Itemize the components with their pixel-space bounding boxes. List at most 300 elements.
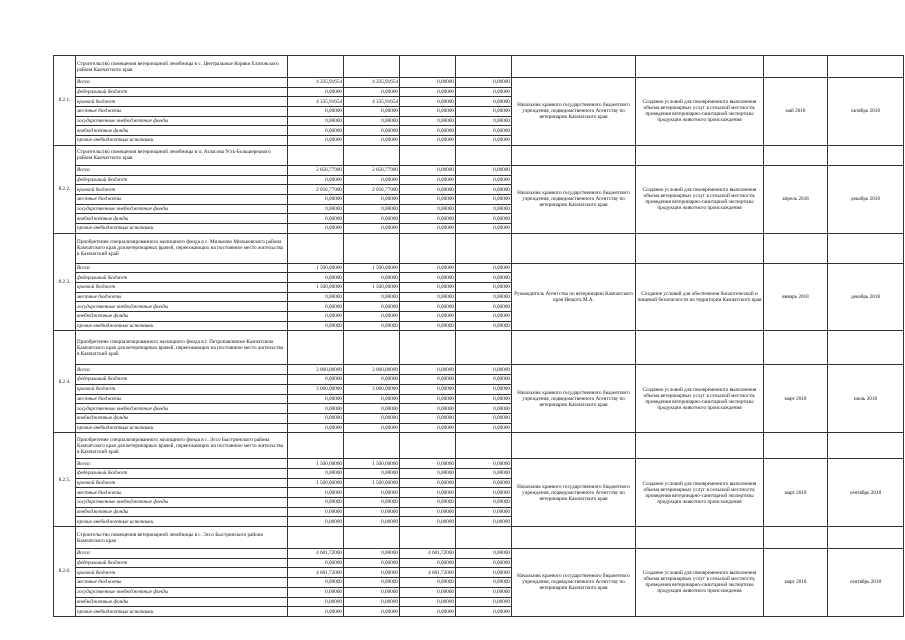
amount-cell: 0,00000	[456, 194, 512, 204]
empty-cell	[344, 331, 400, 365]
amount-cell: 0,00000	[456, 283, 512, 293]
funding-source-label: государственные внебюджетные фонды	[76, 204, 288, 214]
funding-source-label: Всего:	[76, 263, 288, 273]
amount-cell: 0,00000	[456, 116, 512, 126]
empty-cell	[764, 56, 828, 78]
amount-cell: 0,00000	[456, 273, 512, 283]
amount-cell: 0,00000	[344, 568, 400, 578]
empty-cell	[288, 145, 344, 165]
empty-cell	[288, 56, 344, 78]
amount-cell: 0,00000	[288, 126, 344, 136]
funding-source-label: государственные внебюджетные фонды	[76, 404, 288, 414]
activity-header-row	[54, 56, 904, 78]
amount-cell: 0,00000	[456, 394, 512, 404]
amount-cell: 0,00000	[456, 223, 512, 233]
amount-cell: 0,00000	[288, 87, 344, 97]
empty-cell	[828, 527, 904, 549]
amount-cell: 0,00000	[400, 478, 456, 488]
amount-cell: 0,00000	[400, 394, 456, 404]
funding-source-label: внебюджетные фонды	[76, 597, 288, 607]
start-date: март 2018	[764, 459, 828, 527]
amount-cell: 2 056,77900	[344, 185, 400, 195]
amount-cell: 0,00000	[344, 468, 400, 478]
amount-cell: 0,00000	[344, 578, 400, 588]
empty-cell	[288, 433, 344, 459]
amount-cell: 0,00000	[344, 302, 400, 312]
funding-source-label: местные бюджеты	[76, 292, 288, 302]
amount-cell: 4 681,72000	[288, 568, 344, 578]
amount-cell: 0,00000	[456, 587, 512, 597]
empty-cell	[288, 331, 344, 365]
amount-cell: 0,00000	[456, 263, 512, 273]
amount-cell: 4 335,91654	[288, 97, 344, 107]
amount-cell: 0,00000	[456, 204, 512, 214]
start-date: май 2018	[764, 78, 828, 146]
amount-cell: 0,00000	[288, 607, 344, 617]
amount-cell: 0,00000	[400, 517, 456, 527]
amount-cell: 0,00000	[456, 459, 512, 469]
empty-cell	[456, 145, 512, 165]
activity-header-row	[54, 331, 904, 365]
empty-cell	[456, 56, 512, 78]
start-date: март 2018	[764, 365, 828, 433]
empty-cell	[512, 433, 636, 459]
amount-cell: 0,00000	[456, 478, 512, 488]
activity-title: Приобретение специализированного жилищного фонда в с. Эссо Быстринского района Камчатского края для ветеринарных врачей, переезжающих на постоянное место жительства в Камчатский край	[76, 433, 288, 459]
amount-cell: 0,00000	[288, 136, 344, 146]
funding-source-label: федеральный бюджет	[76, 468, 288, 478]
amount-cell: 1 500,00000	[288, 459, 344, 469]
amount-cell: 0,00000	[400, 365, 456, 375]
amount-cell: 0,00000	[344, 375, 400, 385]
funding-source-label: Всего:	[76, 459, 288, 469]
amount-cell: 2 056,77900	[288, 185, 344, 195]
empty-cell	[512, 233, 636, 263]
amount-cell: 0,00000	[456, 107, 512, 117]
amount-cell: 0,00000	[344, 136, 400, 146]
amount-cell: 4 335,91654	[344, 78, 400, 88]
amount-cell: 0,00000	[400, 587, 456, 597]
amount-cell: 0,00000	[400, 498, 456, 508]
amount-cell: 0,00000	[456, 607, 512, 617]
amount-cell: 0,00000	[400, 223, 456, 233]
funding-source-label: Всего:	[76, 549, 288, 559]
funding-source-label: краевой бюджет	[76, 283, 288, 293]
funding-source-label: федеральный бюджет	[76, 558, 288, 568]
funding-source-label: Всего:	[76, 365, 288, 375]
amount-cell: 1 500,00000	[288, 478, 344, 488]
funding-source-label: местные бюджеты	[76, 107, 288, 117]
empty-cell	[400, 56, 456, 78]
amount-cell: 0,00000	[400, 597, 456, 607]
funding-source-label: государственные внебюджетные фонды	[76, 302, 288, 312]
end-date: июль 2018	[828, 365, 904, 433]
amount-cell: 0,00000	[400, 136, 456, 146]
amount-cell: 1 500,00000	[344, 263, 400, 273]
funding-source-label: федеральный бюджет	[76, 375, 288, 385]
amount-cell: 0,00000	[456, 597, 512, 607]
amount-cell: 0,00000	[344, 87, 400, 97]
amount-cell: 4 335,91654	[344, 97, 400, 107]
amount-cell: 0,00000	[344, 507, 400, 517]
amount-cell: 4 681,72000	[400, 568, 456, 578]
amount-cell: 0,00000	[288, 597, 344, 607]
empty-cell	[456, 433, 512, 459]
amount-cell: 0,00000	[400, 126, 456, 136]
amount-cell: 0,00000	[400, 468, 456, 478]
amount-cell: 0,00000	[288, 194, 344, 204]
empty-cell	[636, 145, 764, 165]
funding-row	[54, 365, 904, 375]
activity-title: Строительство помещения ветеринарной лечебницы в с. Центральные Коряки Елизовского района Камчатского края	[76, 56, 288, 78]
amount-cell: 0,00000	[288, 302, 344, 312]
funding-source-label: местные бюджеты	[76, 394, 288, 404]
amount-cell: 0,00000	[344, 116, 400, 126]
responsible-executor: Начальник краевого государственного бюджетного учреждения, подведомственного Агентству по ветеринарии Камчатского края	[512, 549, 636, 617]
amount-cell: 0,00000	[288, 107, 344, 117]
amount-cell: 0,00000	[456, 165, 512, 175]
amount-cell: 0,00000	[456, 558, 512, 568]
amount-cell: 0,00000	[456, 136, 512, 146]
empty-cell	[636, 433, 764, 459]
expected-result: Создание условий для обеспечения биологической и пищевой безопасности на территории Камчатского края	[636, 263, 764, 331]
amount-cell: 0,00000	[344, 321, 400, 331]
amount-cell: 0,00000	[344, 223, 400, 233]
amount-cell: 0,00000	[288, 375, 344, 385]
amount-cell: 0,00000	[400, 185, 456, 195]
amount-cell: 0,00000	[344, 597, 400, 607]
amount-cell: 0,00000	[456, 87, 512, 97]
amount-cell: 0,00000	[456, 507, 512, 517]
amount-cell: 0,00000	[288, 394, 344, 404]
amount-cell: 0,00000	[400, 423, 456, 433]
empty-cell	[764, 527, 828, 549]
amount-cell: 0,00000	[344, 175, 400, 185]
amount-cell: 0,00000	[288, 204, 344, 214]
funding-source-label: внебюджетные фонды	[76, 126, 288, 136]
amount-cell: 2 056,77900	[288, 165, 344, 175]
amount-cell: 0,00000	[400, 507, 456, 517]
amount-cell: 0,00000	[400, 292, 456, 302]
funding-source-label: федеральный бюджет	[76, 175, 288, 185]
amount-cell: 0,00000	[400, 87, 456, 97]
funding-source-label: государственные внебюджетные фонды	[76, 587, 288, 597]
amount-cell: 0,00000	[400, 214, 456, 224]
amount-cell: 0,00000	[288, 498, 344, 508]
amount-cell: 3 000,00000	[288, 384, 344, 394]
funding-source-label: внебюджетные фонды	[76, 214, 288, 224]
amount-cell: 0,00000	[288, 413, 344, 423]
amount-cell: 0,00000	[400, 116, 456, 126]
amount-cell: 0,00000	[456, 384, 512, 394]
funding-row	[54, 165, 904, 175]
responsible-executor: Начальник краевого государственного бюджетного учреждения, подведомственного Агентству по ветеринарии Камчатского края	[512, 365, 636, 433]
empty-cell	[828, 233, 904, 263]
empty-cell	[512, 145, 636, 165]
amount-cell: 0,00000	[400, 263, 456, 273]
amount-cell: 0,00000	[400, 384, 456, 394]
activity-code: 8.2.2.	[54, 145, 76, 233]
empty-cell	[764, 145, 828, 165]
empty-cell	[288, 527, 344, 549]
amount-cell: 0,00000	[344, 292, 400, 302]
empty-cell	[636, 233, 764, 263]
amount-cell: 0,00000	[344, 549, 400, 559]
empty-cell	[636, 527, 764, 549]
amount-cell: 0,00000	[456, 375, 512, 385]
amount-cell: 0,00000	[344, 517, 400, 527]
amount-cell: 0,00000	[400, 107, 456, 117]
empty-cell	[764, 433, 828, 459]
amount-cell: 0,00000	[400, 273, 456, 283]
amount-cell: 0,00000	[400, 175, 456, 185]
amount-cell: 0,00000	[456, 365, 512, 375]
empty-cell	[764, 331, 828, 365]
funding-source-label: Всего:	[76, 78, 288, 88]
empty-cell	[400, 145, 456, 165]
amount-cell: 1 500,00000	[344, 478, 400, 488]
amount-cell: 0,00000	[456, 292, 512, 302]
amount-cell: 0,00000	[456, 549, 512, 559]
empty-cell	[764, 233, 828, 263]
amount-cell: 0,00000	[344, 558, 400, 568]
activity-header-row	[54, 433, 904, 459]
empty-cell	[400, 433, 456, 459]
end-date: декабрь 2018	[828, 165, 904, 233]
empty-cell	[288, 233, 344, 263]
amount-cell: 0,00000	[400, 375, 456, 385]
funding-source-label: местные бюджеты	[76, 194, 288, 204]
amount-cell: 0,00000	[344, 587, 400, 597]
amount-cell: 0,00000	[456, 568, 512, 578]
amount-cell: 0,00000	[344, 273, 400, 283]
amount-cell: 0,00000	[344, 312, 400, 322]
amount-cell: 1 500,00000	[288, 263, 344, 273]
amount-cell: 0,00000	[288, 423, 344, 433]
activity-code: 8.2.5.	[54, 433, 76, 527]
empty-cell	[400, 331, 456, 365]
funding-source-label: внебюджетные фонды	[76, 312, 288, 322]
amount-cell: 0,00000	[456, 214, 512, 224]
program-activities-table	[53, 55, 904, 617]
amount-cell: 0,00000	[344, 607, 400, 617]
activity-title: Приобретение специализированного жилищного фонда в с. Мильково Мильковского района Камчатского края для ветеринарных врачей, переезжающих на постоянное место жительства в Камчатский край	[76, 233, 288, 263]
activity-code: 8.2.3.	[54, 233, 76, 331]
expected-result: Создание условий для своевременного выполнения объема ветеринарных услуг в сельской местности, проведения ветеринарно-санитарной экспертизы продукции животного происхождения	[636, 165, 764, 233]
amount-cell: 0,00000	[344, 107, 400, 117]
empty-cell	[344, 233, 400, 263]
funding-source-label: федеральный бюджет	[76, 87, 288, 97]
empty-cell	[828, 331, 904, 365]
amount-cell: 4 681,72000	[400, 549, 456, 559]
expected-result: Создание условий для своевременного выполнения объема ветеринарных услуг в сельской местности, проведения ветеринарно-санитарной экспертизы продукции животного происхождения	[636, 549, 764, 617]
amount-cell: 0,00000	[344, 413, 400, 423]
amount-cell: 0,00000	[344, 126, 400, 136]
amount-cell: 0,00000	[344, 404, 400, 414]
empty-cell	[636, 331, 764, 365]
amount-cell: 0,00000	[288, 587, 344, 597]
amount-cell: 0,00000	[288, 116, 344, 126]
amount-cell: 0,00000	[344, 394, 400, 404]
amount-cell: 1 500,00000	[344, 459, 400, 469]
funding-source-label: Всего:	[76, 165, 288, 175]
empty-cell	[512, 527, 636, 549]
amount-cell: 0,00000	[456, 413, 512, 423]
funding-source-label: внебюджетные фонды	[76, 413, 288, 423]
activity-title: Строительство помещения ветеринарной лечебницы в п. Атласова Усть-Большерецкого района Камчатского края	[76, 145, 288, 165]
start-date: март 2018	[764, 549, 828, 617]
amount-cell: 0,00000	[456, 312, 512, 322]
amount-cell: 0,00000	[456, 302, 512, 312]
amount-cell: 0,00000	[400, 312, 456, 322]
amount-cell: 0,00000	[288, 468, 344, 478]
amount-cell: 0,00000	[288, 273, 344, 283]
responsible-executor: Руководитель Агентства по ветеринарии Камчатского края Нещота М.А.	[512, 263, 636, 331]
funding-source-label: государственные внебюджетные фонды	[76, 498, 288, 508]
funding-source-label: краевой бюджет	[76, 478, 288, 488]
amount-cell: 0,00000	[288, 517, 344, 527]
funding-row	[54, 263, 904, 273]
funding-source-label: внебюджетные фонды	[76, 507, 288, 517]
funding-row	[54, 459, 904, 469]
amount-cell: 0,00000	[400, 283, 456, 293]
empty-cell	[456, 331, 512, 365]
start-date: апрель 2018	[764, 165, 828, 233]
funding-source-label: прочие внебюджетные источники	[76, 517, 288, 527]
amount-cell: 0,00000	[288, 488, 344, 498]
amount-cell: 0,00000	[400, 607, 456, 617]
amount-cell: 0,00000	[456, 498, 512, 508]
activity-code: 8.2.1.	[54, 56, 76, 146]
empty-cell	[344, 56, 400, 78]
funding-source-label: краевой бюджет	[76, 97, 288, 107]
amount-cell: 0,00000	[456, 126, 512, 136]
funding-source-label: краевой бюджет	[76, 384, 288, 394]
empty-cell	[456, 233, 512, 263]
empty-cell	[512, 56, 636, 78]
amount-cell: 1 500,00000	[344, 283, 400, 293]
end-date: декабрь 2018	[828, 263, 904, 331]
amount-cell: 4 681,72000	[288, 549, 344, 559]
expected-result: Создание условий для своевременного выполнения объема ветеринарных услуг в сельской местности, проведения ветеринарно-санитарной экспертизы продукции животного происхождения	[636, 365, 764, 433]
amount-cell: 0,00000	[344, 498, 400, 508]
amount-cell: 0,00000	[288, 404, 344, 414]
amount-cell: 0,00000	[456, 175, 512, 185]
empty-cell	[344, 433, 400, 459]
amount-cell: 0,00000	[288, 214, 344, 224]
amount-cell: 3 000,00000	[344, 365, 400, 375]
amount-cell: 0,00000	[400, 459, 456, 469]
end-date: сентябрь 2018	[828, 459, 904, 527]
funding-source-label: федеральный бюджет	[76, 273, 288, 283]
empty-cell	[636, 56, 764, 78]
responsible-executor: Начальник краевого государственного бюджетного учреждения, подведомственного Агентству по ветеринарии Камчатского края	[512, 78, 636, 146]
activity-header-row	[54, 527, 904, 549]
empty-cell	[400, 527, 456, 549]
amount-cell: 0,00000	[400, 578, 456, 588]
amount-cell: 0,00000	[400, 413, 456, 423]
amount-cell: 0,00000	[344, 204, 400, 214]
empty-cell	[828, 145, 904, 165]
funding-row	[54, 78, 904, 88]
empty-cell	[828, 433, 904, 459]
amount-cell: 0,00000	[456, 404, 512, 414]
funding-source-label: прочие внебюджетные источники	[76, 321, 288, 331]
amount-cell: 0,00000	[288, 321, 344, 331]
funding-source-label: прочие внебюджетные источники	[76, 136, 288, 146]
amount-cell: 0,00000	[288, 175, 344, 185]
responsible-executor: Начальник краевого государственного бюджетного учреждения, подведомственного Агентству по ветеринарии Камчатского края	[512, 459, 636, 527]
amount-cell: 0,00000	[288, 312, 344, 322]
funding-source-label: прочие внебюджетные источники	[76, 423, 288, 433]
funding-row	[54, 549, 904, 559]
amount-cell: 3 000,00000	[288, 365, 344, 375]
amount-cell: 0,00000	[344, 423, 400, 433]
amount-cell: 0,00000	[456, 578, 512, 588]
funding-source-label: прочие внебюджетные источники	[76, 607, 288, 617]
expected-result: Создание условий для своевременного выполнения объема ветеринарных услуг в сельской местности, проведения ветеринарно-санитарной экспертизы продукции животного происхождения	[636, 459, 764, 527]
empty-cell	[828, 56, 904, 78]
activity-title: Строительство помещения ветеринарной лечебницы в с. Эссо Быстринского района Камчатского края	[76, 527, 288, 549]
amount-cell: 0,00000	[456, 321, 512, 331]
empty-cell	[344, 145, 400, 165]
end-date: октябрь 2018	[828, 78, 904, 146]
amount-cell: 3 000,00000	[344, 384, 400, 394]
funding-source-label: местные бюджеты	[76, 578, 288, 588]
amount-cell: 0,00000	[456, 488, 512, 498]
funding-source-label: местные бюджеты	[76, 488, 288, 498]
funding-source-label: краевой бюджет	[76, 185, 288, 195]
amount-cell: 0,00000	[400, 194, 456, 204]
amount-cell: 0,00000	[400, 78, 456, 88]
amount-cell: 0,00000	[400, 165, 456, 175]
amount-cell: 0,00000	[288, 578, 344, 588]
amount-cell: 0,00000	[400, 558, 456, 568]
amount-cell: 0,00000	[344, 488, 400, 498]
amount-cell: 0,00000	[400, 97, 456, 107]
amount-cell: 0,00000	[288, 558, 344, 568]
activity-code: 8.2.6.	[54, 527, 76, 617]
amount-cell: 0,00000	[456, 468, 512, 478]
empty-cell	[456, 527, 512, 549]
start-date: январь 2018	[764, 263, 828, 331]
amount-cell: 0,00000	[456, 185, 512, 195]
empty-cell	[344, 527, 400, 549]
amount-cell: 0,00000	[288, 507, 344, 517]
activity-header-row	[54, 145, 904, 165]
amount-cell: 0,00000	[288, 292, 344, 302]
amount-cell: 0,00000	[288, 223, 344, 233]
amount-cell: 0,00000	[400, 302, 456, 312]
amount-cell: 0,00000	[456, 517, 512, 527]
amount-cell: 0,00000	[344, 214, 400, 224]
activity-code: 8.2.4.	[54, 331, 76, 433]
amount-cell: 0,00000	[456, 97, 512, 107]
activity-header-row	[54, 233, 904, 263]
amount-cell: 4 335,91654	[288, 78, 344, 88]
amount-cell: 0,00000	[400, 204, 456, 214]
amount-cell: 0,00000	[344, 194, 400, 204]
funding-source-label: краевой бюджет	[76, 568, 288, 578]
amount-cell: 0,00000	[400, 321, 456, 331]
empty-cell	[400, 233, 456, 263]
amount-cell: 1 500,00000	[288, 283, 344, 293]
responsible-executor: Начальник краевого государственного бюджетного учреждения, подведомственного Агентству по ветеринарии Камчатского края	[512, 165, 636, 233]
amount-cell: 0,00000	[456, 423, 512, 433]
funding-source-label: государственные внебюджетные фонды	[76, 116, 288, 126]
activity-title: Приобретение специализированного жилищного фонда в г. Петропавловске-Камчатском Камчатского края для ветеринарных врачей, переезжающих на постоянное место жительства в Камчатский край	[76, 331, 288, 365]
end-date: сентябрь 2018	[828, 549, 904, 617]
